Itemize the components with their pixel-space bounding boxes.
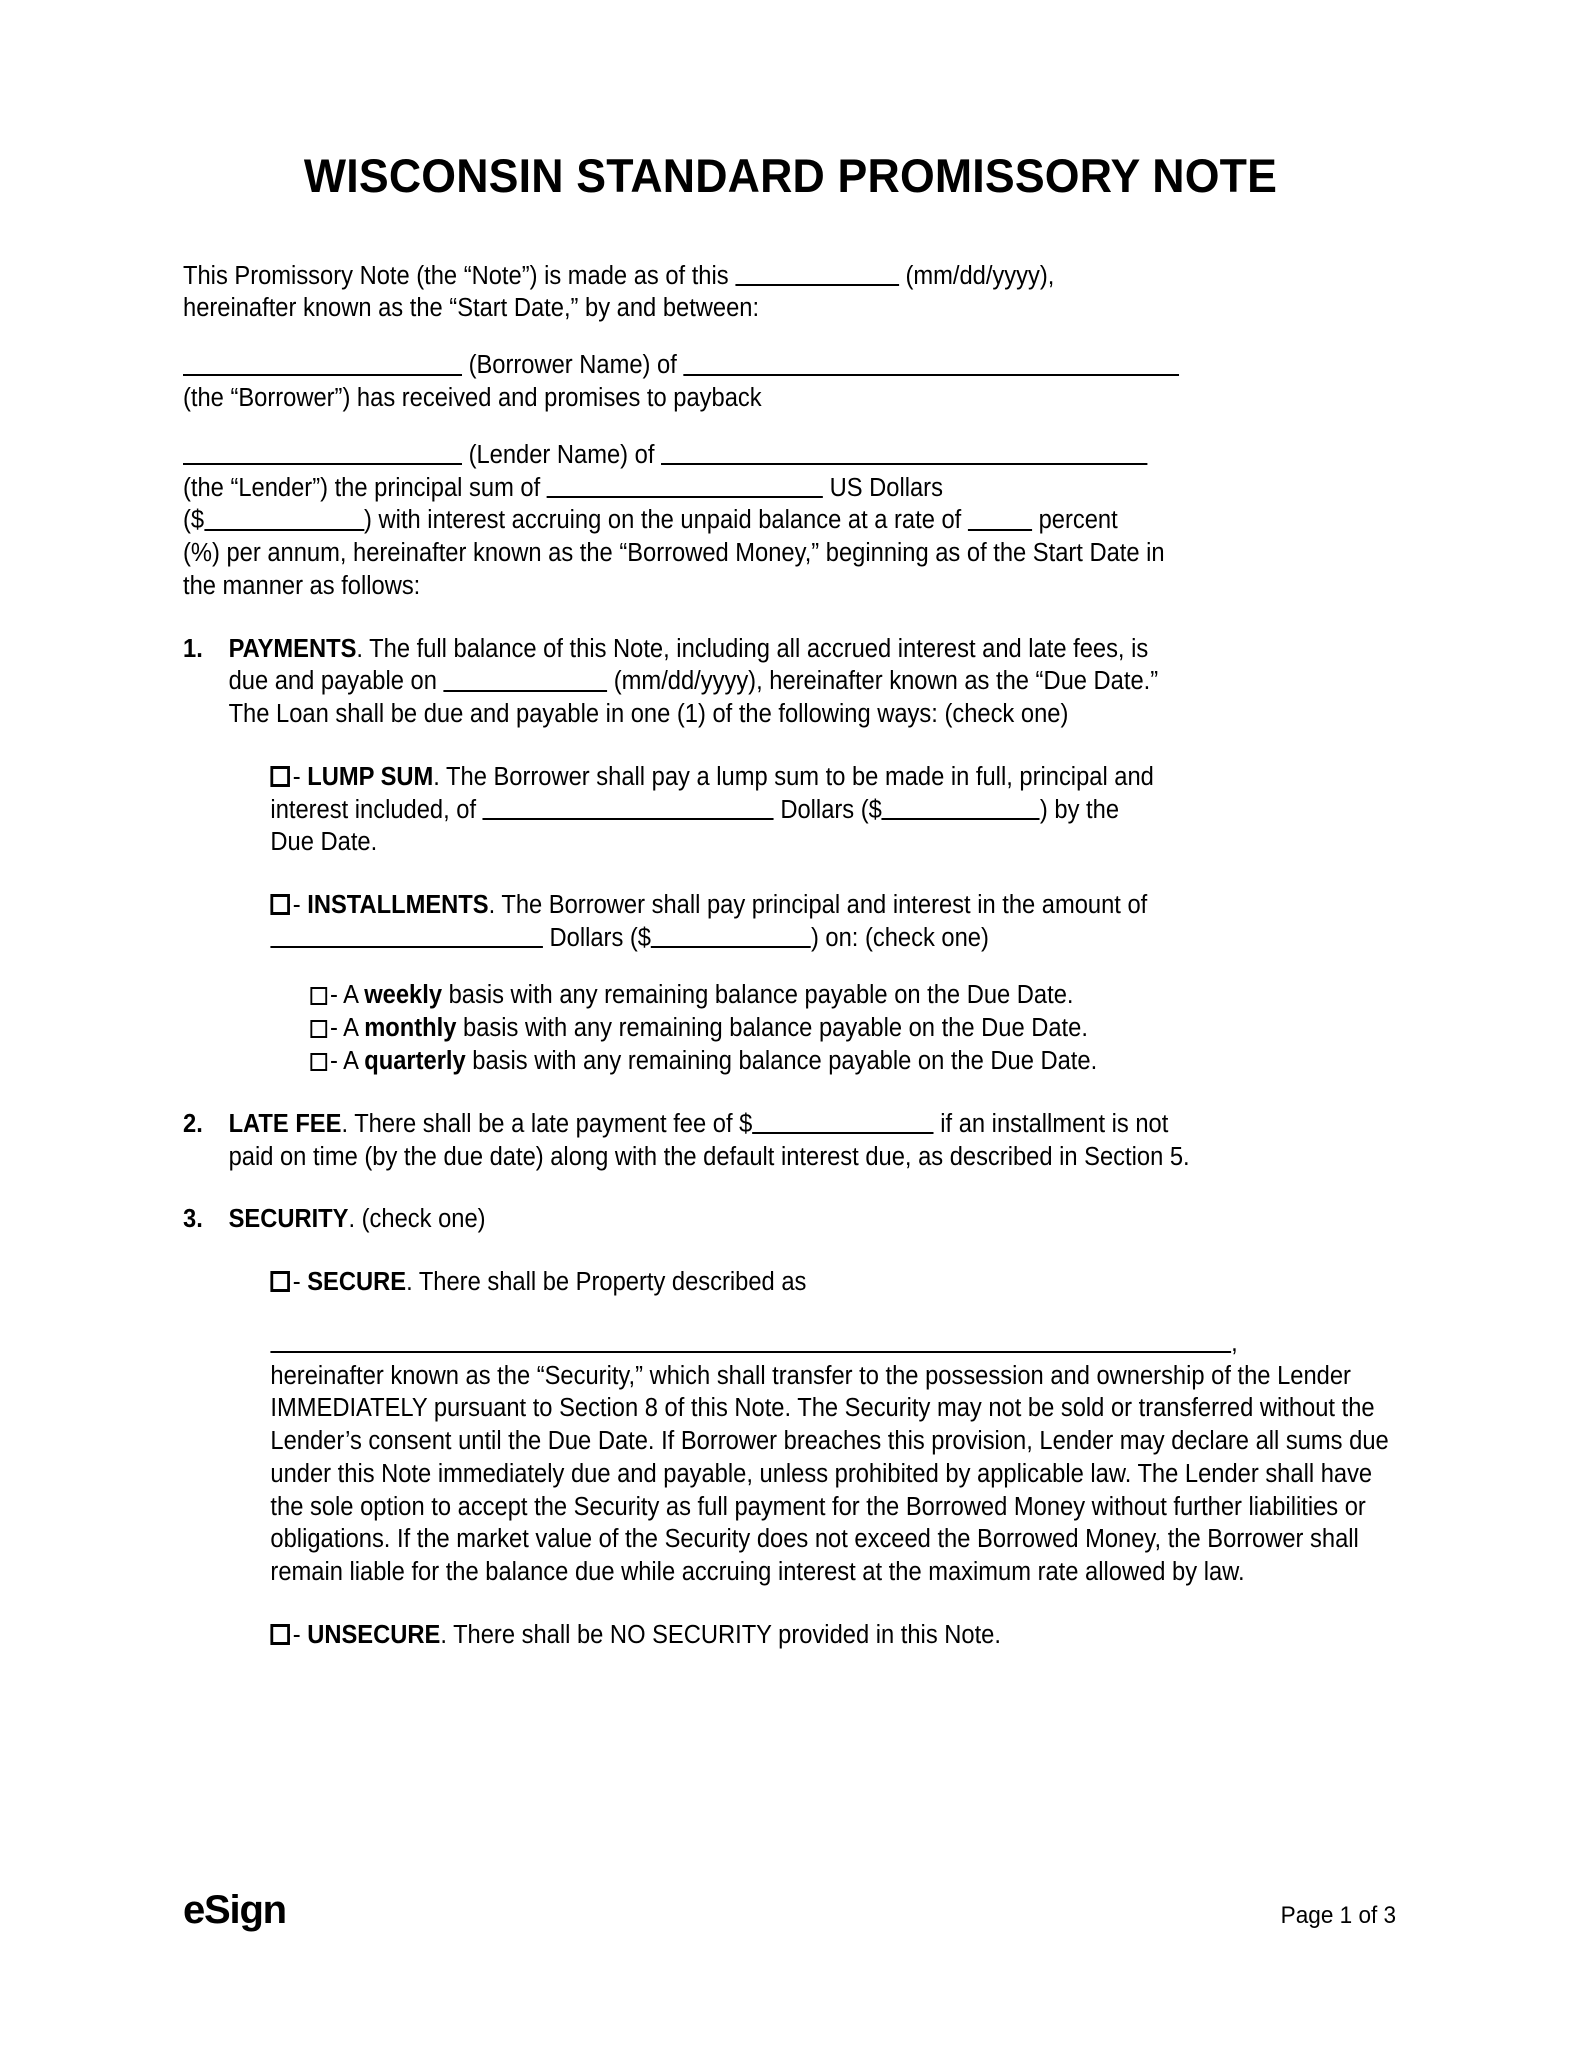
frequency-option-quarterly bbox=[310, 1045, 1397, 1078]
unsecure-dash: - bbox=[292, 1620, 308, 1649]
intro-paragraph bbox=[183, 260, 1398, 326]
frequency-option-weekly bbox=[310, 979, 1397, 1012]
installments-label: INSTALLMENTS bbox=[307, 891, 489, 920]
section-2-heading: LATE FEE bbox=[228, 1109, 342, 1138]
start-date-blank[interactable] bbox=[735, 263, 899, 286]
unsecure-label: UNSECURE bbox=[307, 1620, 441, 1649]
borrower-address-blank[interactable] bbox=[683, 352, 1179, 375]
lender-line5: the manner as follows: bbox=[183, 571, 421, 600]
intro-line1-prefix: This Promissory Note (the “Note”) is made as of this bbox=[183, 261, 736, 290]
quarterly-suffix: basis with any remaining balance payable on the Due Date. bbox=[465, 1046, 1098, 1075]
lump-sum-text-a: . The Borrower shall pay a lump sum to be made in full, principal and bbox=[433, 762, 1154, 791]
unsecure-text-a: . There shall be NO SECURITY provided in this Note. bbox=[440, 1620, 1001, 1649]
installments-dollars-blank[interactable] bbox=[270, 925, 542, 948]
section-1-text-b: due and payable on bbox=[228, 667, 444, 696]
section-2-number: 2. bbox=[183, 1109, 203, 1138]
document-body bbox=[183, 260, 1398, 1652]
lump-sum-text-d: ) by the bbox=[1039, 795, 1120, 824]
principal-sum-words-blank[interactable] bbox=[547, 475, 823, 498]
option-unsecure bbox=[270, 1619, 1397, 1652]
lump-sum-text-b: interest included, of bbox=[270, 795, 483, 824]
page-footer bbox=[183, 1888, 1400, 1948]
borrower-block bbox=[183, 349, 1398, 415]
section-1-text-a: . The full balance of this Note, including all accrued interest and late fees, is bbox=[356, 634, 1149, 663]
esign-logo: eSign bbox=[183, 1888, 286, 1932]
weekly-suffix: basis with any remaining balance payable on the Due Date. bbox=[442, 980, 1074, 1009]
section-2-text-c: paid on time (by the due date) along with the default interest due, as described in Section 5. bbox=[228, 1142, 1190, 1171]
quarterly-checkbox[interactable] bbox=[310, 1053, 327, 1071]
borrower-name-label: (Borrower Name) of bbox=[462, 351, 684, 380]
section-1-number: 1. bbox=[183, 634, 203, 663]
quarterly-bold: quarterly bbox=[364, 1046, 466, 1075]
monthly-bold: monthly bbox=[364, 1013, 457, 1042]
page-number: Page 1 of 3 bbox=[1280, 1902, 1397, 1929]
borrower-name-blank[interactable] bbox=[183, 352, 462, 375]
installments-text-b: Dollars ($ bbox=[542, 923, 651, 952]
section-1-text-c: (mm/dd/yyyy), hereinafter known as the “Due Date.” bbox=[607, 667, 1159, 696]
installments-amount-blank[interactable] bbox=[651, 925, 811, 948]
lump-sum-checkbox[interactable] bbox=[270, 766, 290, 787]
section-3-heading: SECURITY bbox=[228, 1205, 349, 1234]
lender-line2-suffix: US Dollars bbox=[823, 473, 943, 502]
installments-text-a: . The Borrower shall pay principal and interest in the amount of bbox=[488, 891, 1148, 920]
monthly-suffix: basis with any remaining balance payable on the Due Date. bbox=[456, 1013, 1088, 1042]
property-description-blank[interactable] bbox=[270, 1330, 1231, 1353]
lump-sum-dollars-blank[interactable] bbox=[483, 797, 774, 820]
frequency-options bbox=[310, 979, 1397, 1078]
weekly-checkbox[interactable] bbox=[310, 987, 327, 1005]
secure-blank-suffix: , bbox=[1231, 1328, 1238, 1357]
lump-sum-amount-blank[interactable] bbox=[882, 797, 1040, 820]
lump-sum-text-e: Due Date. bbox=[270, 828, 378, 857]
quarterly-prefix: - A bbox=[329, 1046, 365, 1075]
installments-dash: - bbox=[292, 891, 308, 920]
page-title: WISCONSIN STANDARD PROMISSORY NOTE bbox=[303, 149, 1278, 202]
secure-paragraph: hereinafter known as the “Security,” which shall transfer to the possession and ownership of the Lender IMMEDIATELY pursuant to Section 8 of this Note. The Security may not be sold or transferred without the Lender’s consent until the Due Date. If Borrower breaches this provision, Lender may declare all sums due under this Note immediately due and payable, unless prohibited by applicable law. The Lender shall have the sole option to accept the Security as full payment for the Borrowed Money without further liabilities or obligations. If the market value of the Security does not exceed the Borrowed Money, the Borrower shall remain liable for the balance due while accruing interest at the maximum rate allowed by law. bbox=[270, 1361, 1389, 1587]
principal-sum-amount-blank[interactable] bbox=[204, 507, 364, 530]
option-installments bbox=[270, 889, 1397, 955]
section-late-fee bbox=[183, 1108, 1398, 1174]
document-content bbox=[183, 150, 1398, 1652]
monthly-prefix: - A bbox=[329, 1013, 365, 1042]
lender-line4: (%) per annum, hereinafter known as the “Borrowed Money,” beginning as of the Start Date in bbox=[183, 539, 1165, 568]
lender-name-label: (Lender Name) of bbox=[462, 440, 662, 469]
secure-checkbox[interactable] bbox=[270, 1271, 290, 1292]
section-1-heading: PAYMENTS bbox=[228, 634, 357, 663]
lender-line3-suffix: percent bbox=[1032, 506, 1118, 535]
secure-text-a: . There shall be Property described as bbox=[406, 1268, 807, 1297]
installments-text-c: ) on: (check one) bbox=[810, 923, 989, 952]
lender-line3-prefix: ($ bbox=[183, 506, 205, 535]
lender-line2-prefix: (the “Lender”) the principal sum of bbox=[183, 473, 547, 502]
due-date-blank[interactable] bbox=[444, 668, 608, 691]
section-payments bbox=[183, 633, 1398, 731]
section-2-text-b: if an installment is not bbox=[933, 1109, 1169, 1138]
lender-address-blank[interactable] bbox=[661, 442, 1147, 465]
borrower-line2: (the “Borrower”) has received and promises to payback bbox=[183, 383, 762, 412]
unsecure-checkbox[interactable] bbox=[270, 1624, 290, 1645]
secure-dash: - bbox=[292, 1268, 308, 1297]
intro-line2: hereinafter known as the “Start Date,” by and between: bbox=[183, 294, 760, 323]
lump-sum-label: LUMP SUM bbox=[307, 762, 434, 791]
frequency-option-monthly bbox=[310, 1012, 1397, 1045]
weekly-bold: weekly bbox=[364, 980, 443, 1009]
option-lump-sum bbox=[270, 761, 1397, 859]
monthly-checkbox[interactable] bbox=[310, 1020, 327, 1038]
lender-name-blank[interactable] bbox=[183, 442, 462, 465]
weekly-prefix: - A bbox=[329, 980, 365, 1009]
interest-rate-blank[interactable] bbox=[968, 507, 1032, 530]
intro-line1-suffix: (mm/dd/yyyy), bbox=[898, 261, 1055, 290]
lump-sum-dash: - bbox=[292, 762, 308, 791]
section-2-text-a: . There shall be a late payment fee of $ bbox=[341, 1109, 753, 1138]
section-3-number: 3. bbox=[183, 1205, 203, 1234]
lump-sum-text-c: Dollars ($ bbox=[773, 795, 882, 824]
installments-checkbox[interactable] bbox=[270, 894, 290, 915]
lender-block bbox=[183, 439, 1398, 603]
section-1-text-d: The Loan shall be due and payable in one (1) of the following ways: (check one) bbox=[228, 700, 1069, 729]
lender-line3-mid: ) with interest accruing on the unpaid balance at a rate of bbox=[364, 506, 968, 535]
late-fee-blank[interactable] bbox=[752, 1111, 933, 1134]
option-secure bbox=[270, 1266, 1397, 1589]
section-3-text-a: . (check one) bbox=[348, 1205, 486, 1234]
secure-label: SECURE bbox=[307, 1268, 407, 1297]
section-security bbox=[183, 1203, 1398, 1236]
